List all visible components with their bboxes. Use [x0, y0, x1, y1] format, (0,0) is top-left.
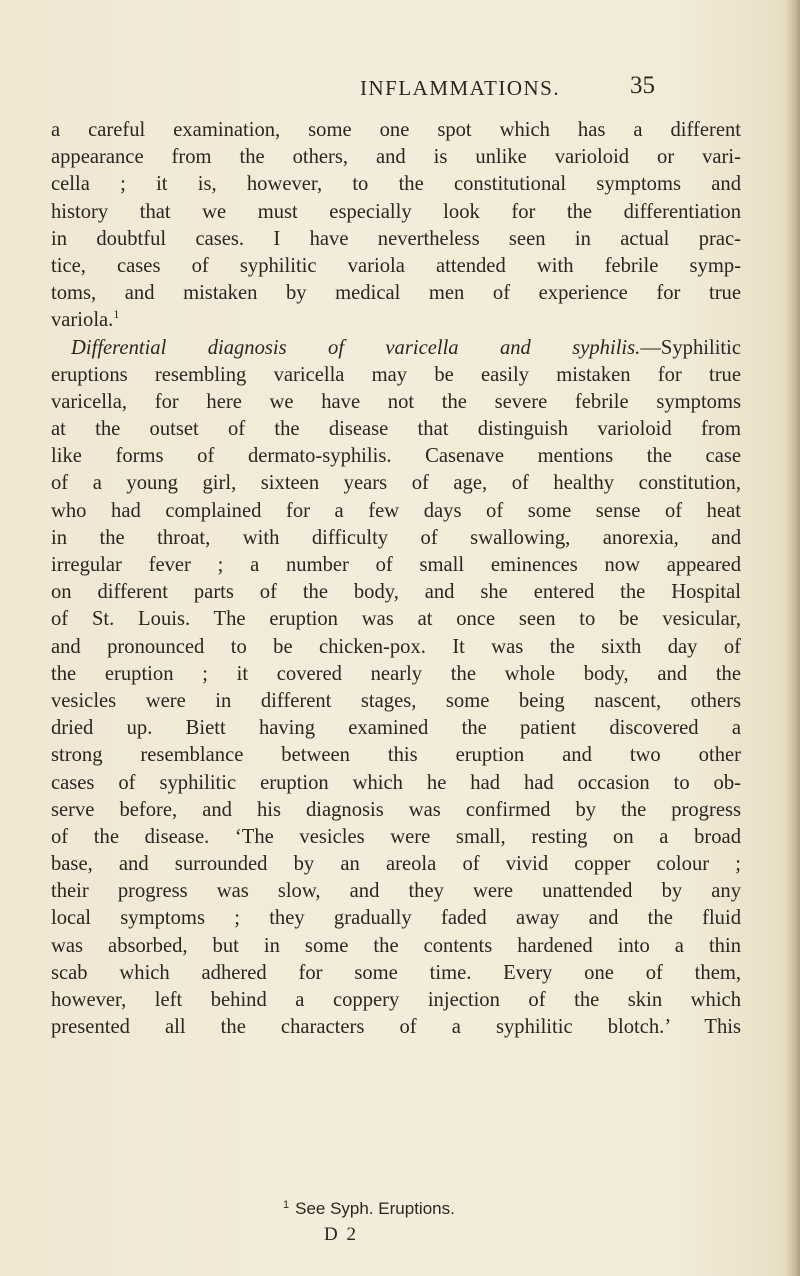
footnote-reference: 1	[113, 307, 120, 322]
text-line	[51, 335, 741, 362]
signature-mark: D 2	[324, 1224, 358, 1245]
running-title: INFLAMMATIONS.	[360, 76, 561, 100]
text-line: tice, cases of syphilitic variola attended with febrile symp-	[51, 254, 741, 277]
text-line: of St. Louis. The eruption was at once seen to be vesicular,	[51, 608, 741, 631]
page-header	[0, 72, 800, 106]
text-line: like forms of dermato-syphilis. Casenave mentions the case	[51, 445, 741, 468]
text-line: in doubtful cases. I have nevertheless seen in actual prac-	[51, 227, 741, 250]
text-line: appearance from the others, and is unlike varioloid or vari-	[51, 146, 741, 169]
text-line: dried up. Biett having examined the patient discovered a	[51, 717, 741, 740]
text-line: serve before, and his diagnosis was confirmed by the progress	[51, 798, 741, 821]
text-line: history that we must especially look for the differentiation	[51, 200, 741, 223]
text-line: a careful examination, some one spot which has a different	[51, 119, 741, 141]
body-text	[51, 117, 741, 1041]
text-line: and pronounced to be chicken-pox. It was the sixth day of	[51, 635, 741, 658]
text-line: who had complained for a few days of some sense of heat	[51, 499, 741, 522]
text-line: presented all the characters of a syphilitic blotch.’ This	[51, 1016, 741, 1039]
text-line: of a young girl, sixteen years of age, of healthy constitution,	[51, 472, 741, 495]
text-line: irregular fever ; a number of small eminences now appeared	[51, 554, 741, 576]
text-line: the eruption ; it covered nearly the whole body, and the	[51, 662, 741, 685]
text-line: local symptoms ; they gradually faded away and the fluid	[51, 907, 741, 930]
text-line: in the throat, with difficulty of swallowing, anorexia, and	[51, 526, 741, 549]
page-number: 35	[630, 72, 655, 99]
text-line: cases of syphilitic eruption which he had had occasion to ob-	[51, 771, 741, 794]
text-line: scab which adhered for some time. Every one of them,	[51, 961, 741, 984]
text-line: eruptions resembling varicella may be easily mistaken for true	[51, 363, 741, 386]
text-line: on different parts of the body, and she entered the Hospital	[51, 581, 741, 604]
text-line: strong resemblance between this eruption and two other	[51, 744, 741, 767]
text-line: cella ; it is, however, to the constitutional symptoms and	[51, 173, 741, 196]
footnote	[283, 1199, 455, 1219]
text-line: base, and surrounded by an areola of vivid copper colour ;	[51, 853, 741, 876]
text-line: at the outset of the disease that distinguish varioloid from	[51, 418, 741, 441]
section-heading: Differential diagnosis of varicella and syphilis.	[71, 336, 641, 359]
footnote-text: See Syph. Eruptions.	[295, 1199, 455, 1218]
text-line: their progress was slow, and they were unattended by any	[51, 880, 741, 903]
text-line: however, left behind a coppery injection of the skin which	[51, 989, 741, 1011]
text-line: of the disease. ‘The vesicles were small, resting on a broad	[51, 825, 741, 848]
text-line: varicella, for here we have not the severe febrile symptoms	[51, 390, 741, 413]
text-line	[51, 307, 741, 334]
text-line: vesicles were in different stages, some being nascent, others	[51, 689, 741, 712]
footnote-marker: 1	[283, 1199, 290, 1211]
heading-continuation: —Syphilitic	[640, 336, 741, 359]
text-line: was absorbed, but in some the contents hardened into a thin	[51, 934, 741, 957]
paragraph-end-text: variola.	[51, 309, 114, 332]
page-edge	[786, 0, 800, 1276]
text-line: toms, and mistaken by medical men of experience for true	[51, 282, 741, 305]
